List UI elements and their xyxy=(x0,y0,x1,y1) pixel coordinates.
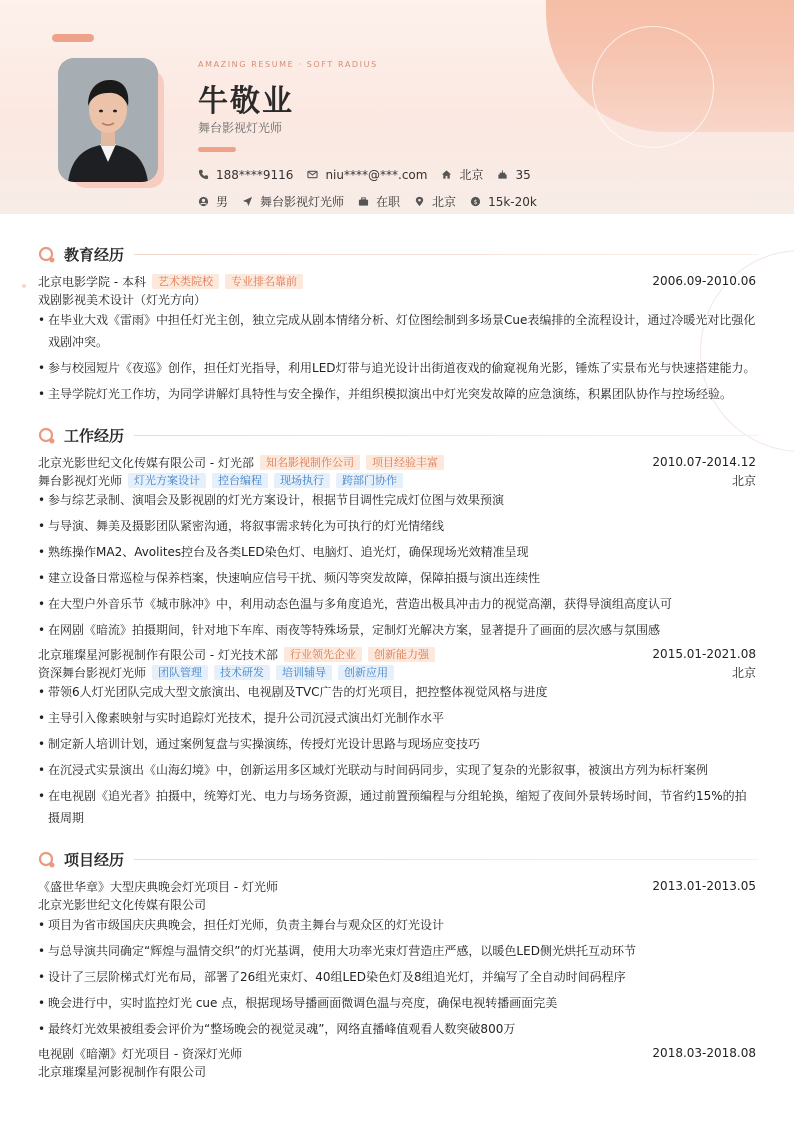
hometown-item xyxy=(441,166,483,183)
target-job-item xyxy=(242,193,344,210)
section-divider xyxy=(134,435,758,436)
job-company: 北京璀璨星河影视制作有限公司 - 灯光技术部 xyxy=(38,647,278,662)
job-tag: 行业领先企业 xyxy=(284,647,362,662)
search-ring-icon xyxy=(38,851,56,869)
accent-bar xyxy=(198,147,236,152)
list-item: • 在网剧《暗流》拍摄期间，针对地下车库、雨夜等特殊场景，定制灯光解决方案，显著提升了画面的层次感与氛围感 xyxy=(38,623,661,637)
phone-item xyxy=(198,168,293,182)
job-header xyxy=(38,646,756,662)
candidate-name: 牛敬业 xyxy=(198,84,294,119)
education-header xyxy=(38,273,756,289)
skill-tag: 灯光方案设计 xyxy=(128,473,206,488)
status-item xyxy=(358,193,400,210)
job-position-row xyxy=(38,472,756,488)
list-item: • 晚会进行中，实时监控灯光 cue 点，根据现场导播画面微调色温与亮度，确保电视转播画面完美 xyxy=(38,996,558,1010)
skill-tag: 团队管理 xyxy=(152,665,208,680)
search-ring-icon xyxy=(38,427,56,445)
list-item: • 在大型户外音乐节《城市脉冲》中，利用动态色温与多角度追光，营造出极具冲击力的视觉高潮，获得导演组高度认可 xyxy=(38,597,673,611)
project-title: 电视剧《暗潮》灯光项目 - 资深灯光师 xyxy=(38,1046,242,1061)
job-location: 北京 xyxy=(731,473,756,488)
accent-pill xyxy=(52,34,94,42)
job-date: 2010.07-2014.12 xyxy=(652,455,756,469)
job-position: 资深舞台影视灯光师 xyxy=(38,665,147,680)
project-company-row xyxy=(38,896,756,912)
city-item xyxy=(414,193,456,210)
education-tag: 艺术类院校 xyxy=(152,274,219,289)
project-company: 北京璀璨星河影视制作有限公司 xyxy=(38,1064,207,1079)
resume-eyebrow: AMAZING RESUME · SOFT RADIUS xyxy=(198,60,378,69)
section-project xyxy=(38,849,758,870)
list-item: • 主导引入像素映射与实时追踪灯光技术，提升公司沉浸式演出灯光制作水平 xyxy=(38,711,445,725)
svg-text:$: $ xyxy=(473,197,478,206)
decorative-dot xyxy=(22,284,26,288)
cake-icon xyxy=(497,169,508,180)
project-date: 2018.03-2018.08 xyxy=(652,1046,756,1060)
list-item: • 与导演、舞美及摄影团队紧密沟通，将叙事需求转化为可执行的灯光情绪线 xyxy=(38,519,445,533)
section-title-work: 工作经历 xyxy=(64,427,125,445)
age-text: 35 xyxy=(515,167,531,182)
status-text: 在职 xyxy=(376,195,401,209)
education-major-row xyxy=(38,291,756,307)
education-date: 2006.09-2010.06 xyxy=(652,274,756,288)
skill-tag: 控台编程 xyxy=(212,473,268,488)
project-header xyxy=(38,1045,756,1061)
mail-icon xyxy=(307,169,318,180)
skill-tag: 技术研发 xyxy=(214,665,270,680)
user-icon xyxy=(198,196,209,207)
briefcase-icon xyxy=(358,196,369,207)
phone-text: 188****9116 xyxy=(216,167,294,182)
section-work xyxy=(38,425,758,446)
job-header xyxy=(38,454,756,470)
salary-text: 15k-20k xyxy=(488,194,537,209)
skill-tag: 现场执行 xyxy=(274,473,330,488)
target-job-text: 舞台影视灯光师 xyxy=(260,195,345,209)
job-position-row xyxy=(38,664,756,680)
section-education xyxy=(38,244,758,265)
contact-row-2 xyxy=(198,193,551,210)
city-text: 北京 xyxy=(432,195,457,209)
job-location: 北京 xyxy=(731,665,756,680)
list-item: • 在毕业大戏《雷雨》中担任灯光主创，独立完成从剧本情绪分析、灯位图绘制到多场景Cue表编排的全流程设计，通过冷暖光对比强化戏剧冲突。 xyxy=(38,313,756,349)
section-divider xyxy=(134,859,758,860)
home-icon xyxy=(441,169,452,180)
email-text: niu****@***.com xyxy=(325,167,428,182)
search-ring-icon xyxy=(38,246,56,264)
list-item: • 主导学院灯光工作坊，为同学讲解灯具特性与安全操作，并组织模拟演出中灯光突发故障的应急演练，积累团队协作与控场经验。 xyxy=(38,387,733,401)
education-major: 戏剧影视美术设计（灯光方向） xyxy=(38,292,207,307)
avatar xyxy=(58,58,158,182)
list-item: • 项目为省市级国庆庆典晚会，担任灯光师，负责主舞台与观众区的灯光设计 xyxy=(38,918,445,932)
job-tag: 创新能力强 xyxy=(368,647,435,662)
education-school: 北京电影学院 - 本科 xyxy=(38,274,146,289)
list-item: • 最终灯光效果被组委会评价为“整场晚会的视觉灵魂”，网络直播峰值观看人数突破800万 xyxy=(38,1022,516,1036)
skill-tag: 培训辅导 xyxy=(276,665,332,680)
project-header xyxy=(38,878,756,894)
gender-text: 男 xyxy=(216,195,229,209)
project-date: 2013.01-2013.05 xyxy=(652,879,756,893)
job-date: 2015.01-2021.08 xyxy=(652,647,756,661)
hometown-text: 北京 xyxy=(459,168,484,182)
list-item: • 在电视剧《追光者》拍摄中，统筹灯光、电力与场务资源，通过前置预编程与分组轮换，缩短了夜间外景转场时间，节省约15%的拍摄周期 xyxy=(38,789,747,825)
list-item: • 制定新人培训计划，通过案例复盘与实操演练，传授灯光设计思路与现场应变技巧 xyxy=(38,737,481,751)
gender-item xyxy=(198,193,228,210)
send-icon xyxy=(242,196,253,207)
candidate-role: 舞台影视灯光师 xyxy=(198,121,283,135)
skill-tag: 创新应用 xyxy=(338,665,394,680)
location-pin-icon xyxy=(414,196,425,207)
project-company: 北京光影世纪文化传媒有限公司 xyxy=(38,897,207,912)
email-item xyxy=(307,168,427,182)
list-item: • 在沉浸式实景演出《山海幻境》中，创新运用多区域灯光联动与时间码同步，实现了复杂的光影叙事，被演出方列为标杆案例 xyxy=(38,763,709,777)
section-title-project: 项目经历 xyxy=(64,851,125,869)
list-item: • 带领6人灯光团队完成大型文旅演出、电视剧及TVC广告的灯光项目，把控整体视觉风格与进度 xyxy=(38,685,548,699)
education-tag: 专业排名靠前 xyxy=(225,274,303,289)
job-position: 舞台影视灯光师 xyxy=(38,473,123,488)
skill-tag: 跨部门协作 xyxy=(336,473,403,488)
list-item: • 熟练操作MA2、Avolites控台及各类LED染色灯、电脑灯、追光灯，确保现场光效精准呈现 xyxy=(38,545,529,559)
job-company: 北京光影世纪文化传媒有限公司 - 灯光部 xyxy=(38,455,254,470)
list-item: • 设计了三层阶梯式灯光布局，部署了26组光束灯、40组LED染色灯及8组追光灯，并编写了全自动时间码程序 xyxy=(38,970,626,984)
decorative-ring xyxy=(592,26,714,148)
phone-icon xyxy=(198,169,209,180)
contact-row-1 xyxy=(198,166,545,183)
salary-item xyxy=(470,195,537,209)
age-item xyxy=(497,168,530,182)
job-tag: 项目经验丰富 xyxy=(366,455,444,470)
list-item: • 建立设备日常巡检与保养档案，快速响应信号干扰、频闪等突发故障，保障拍摄与演出连续性 xyxy=(38,571,541,585)
list-item: • 参与综艺录制、演唱会及影视剧的灯光方案设计，根据节目调性完成灯位图与效果预演 xyxy=(38,493,505,507)
job-tag: 知名影视制作公司 xyxy=(260,455,360,470)
money-icon xyxy=(470,196,481,207)
list-item: • 参与校园短片《夜巡》创作，担任灯光指导，利用LED灯带与追光设计出街道夜戏的偷窥视角光影，锤炼了实景布光与快速搭建能力。 xyxy=(38,361,756,375)
list-item: • 与总导演共同确定“辉煌与温情交织”的灯光基调，使用大功率光束灯营造庄严感，以暖色LED侧光烘托互动环节 xyxy=(38,944,636,958)
project-title: 《盛世华章》大型庆典晚会灯光项目 - 灯光师 xyxy=(38,879,278,894)
project-company-row xyxy=(38,1063,756,1079)
section-divider xyxy=(134,254,758,255)
section-title-education: 教育经历 xyxy=(64,246,125,264)
